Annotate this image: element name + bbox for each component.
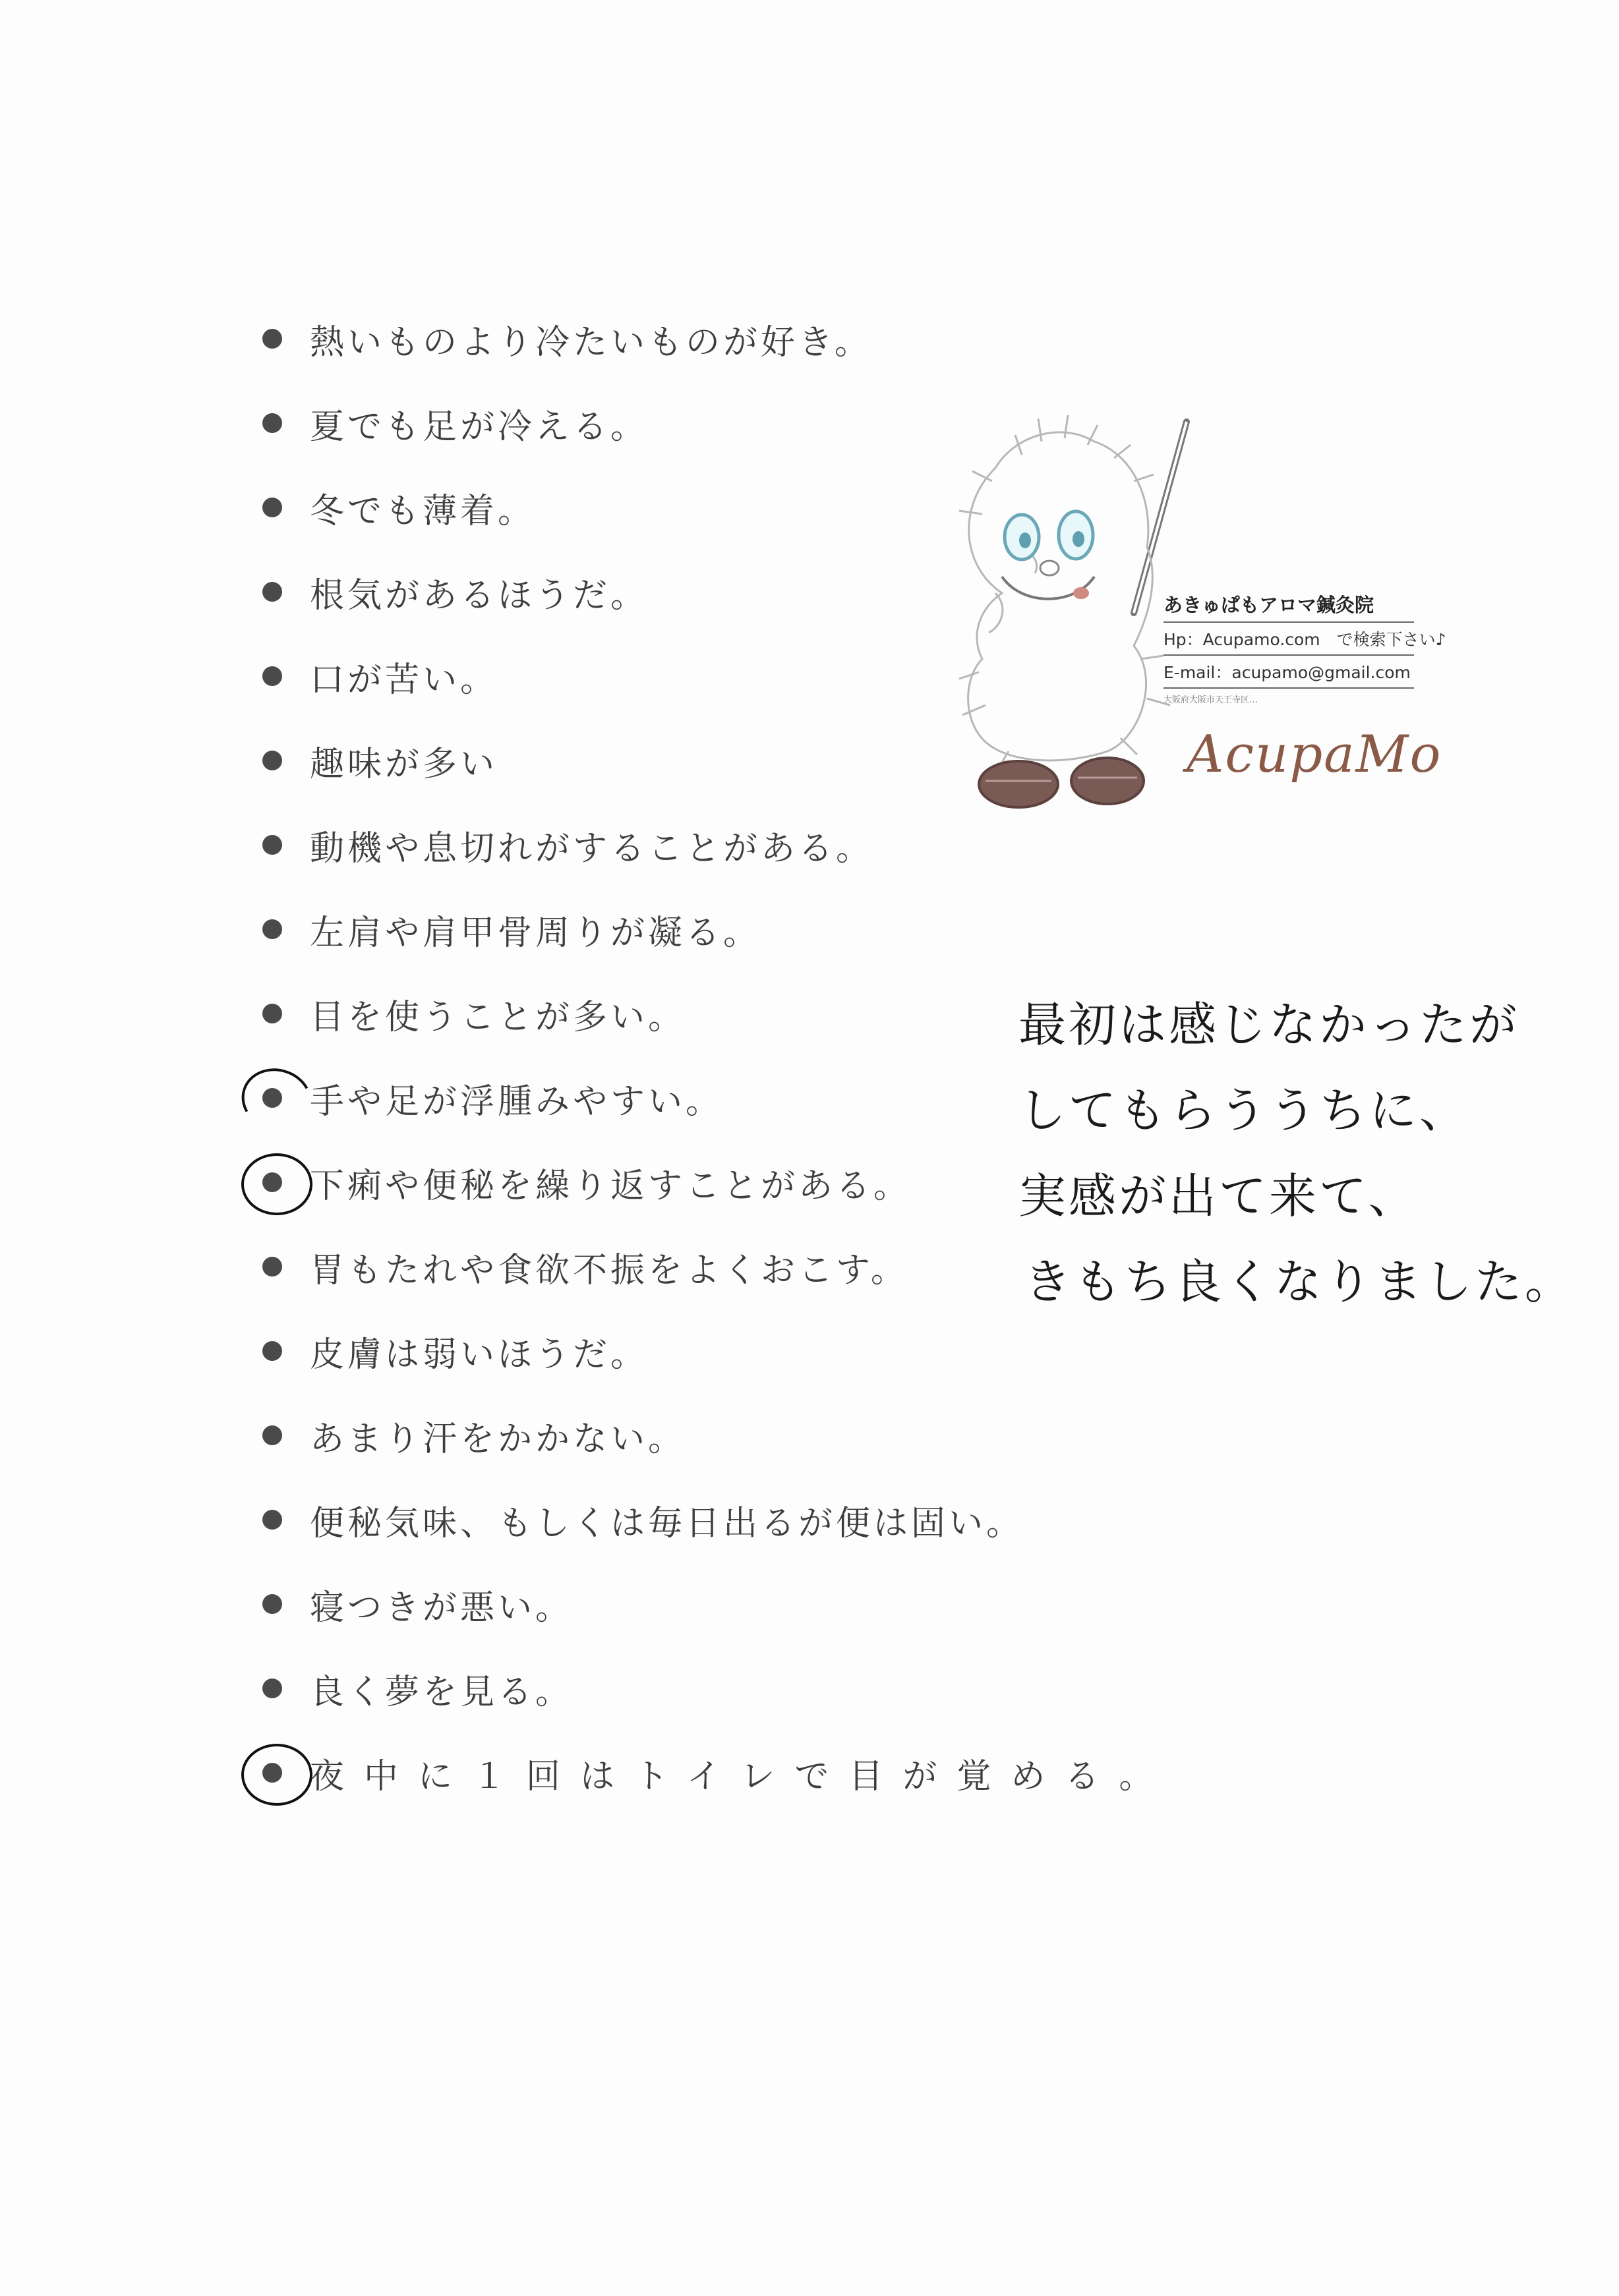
- checklist-item-text: 夜中に１回はトイレで目が覚める。: [310, 1756, 1173, 1796]
- checklist-item: [257, 1478, 1173, 1562]
- checklist-item-text: 左肩や肩甲骨周りが凝る。: [310, 913, 761, 953]
- checklist-item-text: 冬でも薄着。: [310, 491, 536, 531]
- checklist-item: [257, 1562, 1173, 1646]
- hand-circle-mark: [241, 1153, 312, 1215]
- clinic-info-card: [1163, 587, 1446, 709]
- checklist-item-text: 熱いものより冷たいものが好き。: [310, 322, 872, 362]
- checklist-item-text: あまり汗をかかない。: [310, 1419, 686, 1459]
- checklist-item-text: 手や足が浮腫みやすい。: [310, 1081, 724, 1122]
- bullet-icon: [262, 582, 282, 602]
- bullet-icon: [262, 1425, 282, 1445]
- checklist-item-text: 根気があるほうだ。: [310, 575, 649, 616]
- bullet-icon: [262, 329, 282, 349]
- checklist-item: [257, 1393, 1173, 1478]
- bullet-icon: [262, 1004, 282, 1023]
- mascot-feet: [979, 758, 1144, 807]
- checklist-item-text: 皮膚は弱いほうだ。: [310, 1335, 649, 1375]
- checklist-item: [257, 1646, 1173, 1731]
- bullet-icon: [262, 835, 282, 855]
- checklist-item-text: 口が苦い。: [310, 660, 498, 700]
- checklist-item: [257, 297, 1173, 381]
- checklist-item-text: 寝つきが悪い。: [310, 1588, 574, 1628]
- bullet-icon: [262, 751, 282, 770]
- bullet-icon: [262, 1679, 282, 1698]
- brand-logo: AcupaMo: [1187, 725, 1442, 784]
- handwritten-note: [1018, 982, 1575, 1325]
- bullet-icon: [262, 1341, 282, 1361]
- note-line: 実感が出て来て、: [1018, 1168, 1419, 1224]
- checklist-item: [257, 887, 1173, 971]
- hand-circle-mark: [241, 1744, 312, 1806]
- bullet-icon: [262, 413, 282, 433]
- checklist-item: [257, 1731, 1173, 1815]
- checklist-item-text: 目を使うことが多い。: [310, 997, 686, 1037]
- checklist-item-text: 動機や息切れがすることがある。: [310, 828, 874, 869]
- clinic-small-print: 大阪府大阪市天王寺区…: [1163, 695, 1258, 705]
- pole-icon: [1134, 422, 1187, 613]
- note-line: 最初は感じなかったが: [1018, 997, 1520, 1052]
- bullet-icon: [262, 1594, 282, 1614]
- bullet-icon: [262, 498, 282, 517]
- clinic-homepage: Hp：Acupamo.com で検索下さい♪: [1163, 623, 1414, 656]
- checklist-item-text: 胃もたれや食欲不振をよくおこす。: [310, 1250, 908, 1290]
- note-line: きもち良くなりました。: [1024, 1254, 1575, 1309]
- clinic-stamp: [923, 395, 1446, 824]
- checklist-item-text: 趣味が多い: [310, 744, 498, 784]
- bullet-icon: [262, 1510, 282, 1530]
- checklist-item-text: 良く夢を見る。: [310, 1672, 574, 1712]
- checklist-item-text: 下痢や便秘を繰り返すことがある。: [310, 1166, 912, 1206]
- mascot-mouth: [1002, 561, 1094, 599]
- checklist-item-text: 夏でも足が冷える。: [310, 407, 649, 447]
- bullet-icon: [262, 919, 282, 939]
- checklist-item-text: 便秘気味、もしくは毎日出るが便は固い。: [310, 1503, 1024, 1543]
- clinic-email: E-mail：acupamo@gmail.com: [1163, 656, 1414, 689]
- mascot-eyes: [1005, 511, 1093, 560]
- bullet-icon: [262, 666, 282, 686]
- clinic-name: あきゅぱもアロマ鍼灸院: [1163, 587, 1414, 623]
- bullet-icon: [262, 1257, 282, 1277]
- note-line: してもらううちに、: [1018, 1083, 1470, 1138]
- hand-circle-mark: [233, 1060, 320, 1141]
